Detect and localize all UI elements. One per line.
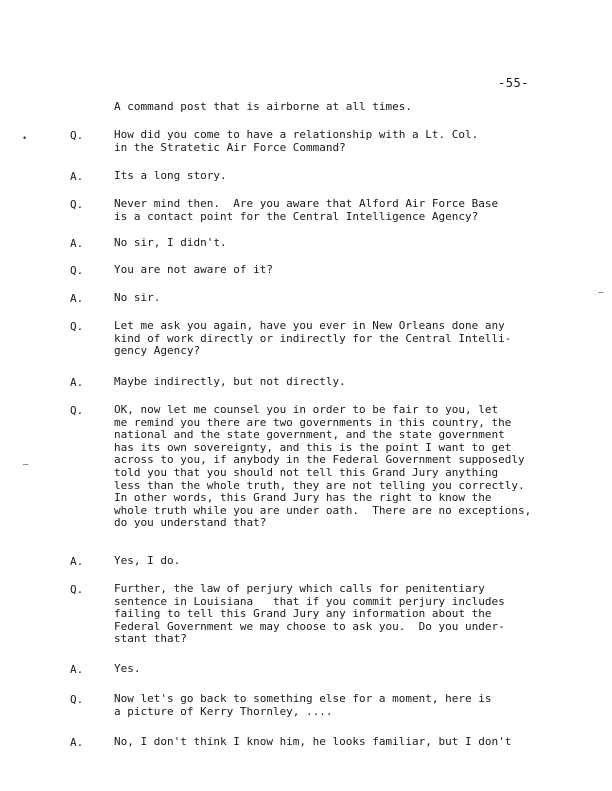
entry-text: No sir, I didn't. [114,236,227,249]
speaker-label: A. [70,237,84,250]
speaker-label: A. [70,170,84,183]
entry-text: No, I don't think I know him, he looks familiar, but I don't [114,735,512,748]
entry-text: Further, the law of perjury which calls for penitentiary sentence in Louisiana that if you commit perjury includes failing to tell this Grand Jury any information about the Federal Government we may choose to ask you. Do you under- stant that? [114,582,505,646]
entry-text: You are not aware of it? [114,263,273,276]
speaker-label: Q. [70,693,84,706]
speaker-label: Q. [70,320,84,333]
speaker-label: A. [70,555,84,568]
scan-speck: – [598,288,604,298]
entry-text: Let me ask you again, have you ever in New Orleans done any kind of work directly or indirectly for the Central Intelli- gency Agency? [114,319,512,358]
entry-text: How did you come to have a relationship with a Lt. Col. in the Stratetic Air Force Command? [114,128,479,154]
entry-text: No sir. [114,291,161,304]
entry-text: Yes, I do. [114,554,181,567]
entry-text: Yes. [114,662,141,675]
entry-text: A command post that is airborne at all times. [114,100,413,113]
speaker-label: Q. [70,404,84,417]
entry-text: Now let's go back to something else for a moment, here is a picture of Kerry Thornley, .... [114,692,492,718]
speaker-label: Q. [70,583,84,596]
scan-speck: • [22,134,28,144]
page-number: -55- [498,76,529,90]
speaker-label: A. [70,736,84,749]
speaker-label: A. [70,663,84,676]
scan-speck: – [23,460,29,470]
speaker-label: Q. [70,264,84,277]
entry-text: OK, now let me counsel you in order to be fair to you, let me remind you there are two governments in this country, the national and the state government, and the state government has its own sovereignty, and this is the point I want to get across to you, if anybody in the Federal Government supposedly told you that you should not tell this Grand Jury anything less than the whole truth, they are not telling you correctly. In other words, this Grand Jury has the right to know the whole truth while you are under oath. There are no exceptions, do you understand that? [114,403,532,530]
entry-text: Maybe indirectly, but not directly. [114,375,346,388]
speaker-label: A. [70,376,84,389]
speaker-label: Q. [70,198,84,211]
speaker-label: Q. [70,129,84,142]
entry-text: Never mind then. Are you aware that Alford Air Force Base is a contact point for the Central Intelligence Agency? [114,197,499,223]
speaker-label: A. [70,292,84,305]
entry-text: Its a long story. [114,169,227,182]
